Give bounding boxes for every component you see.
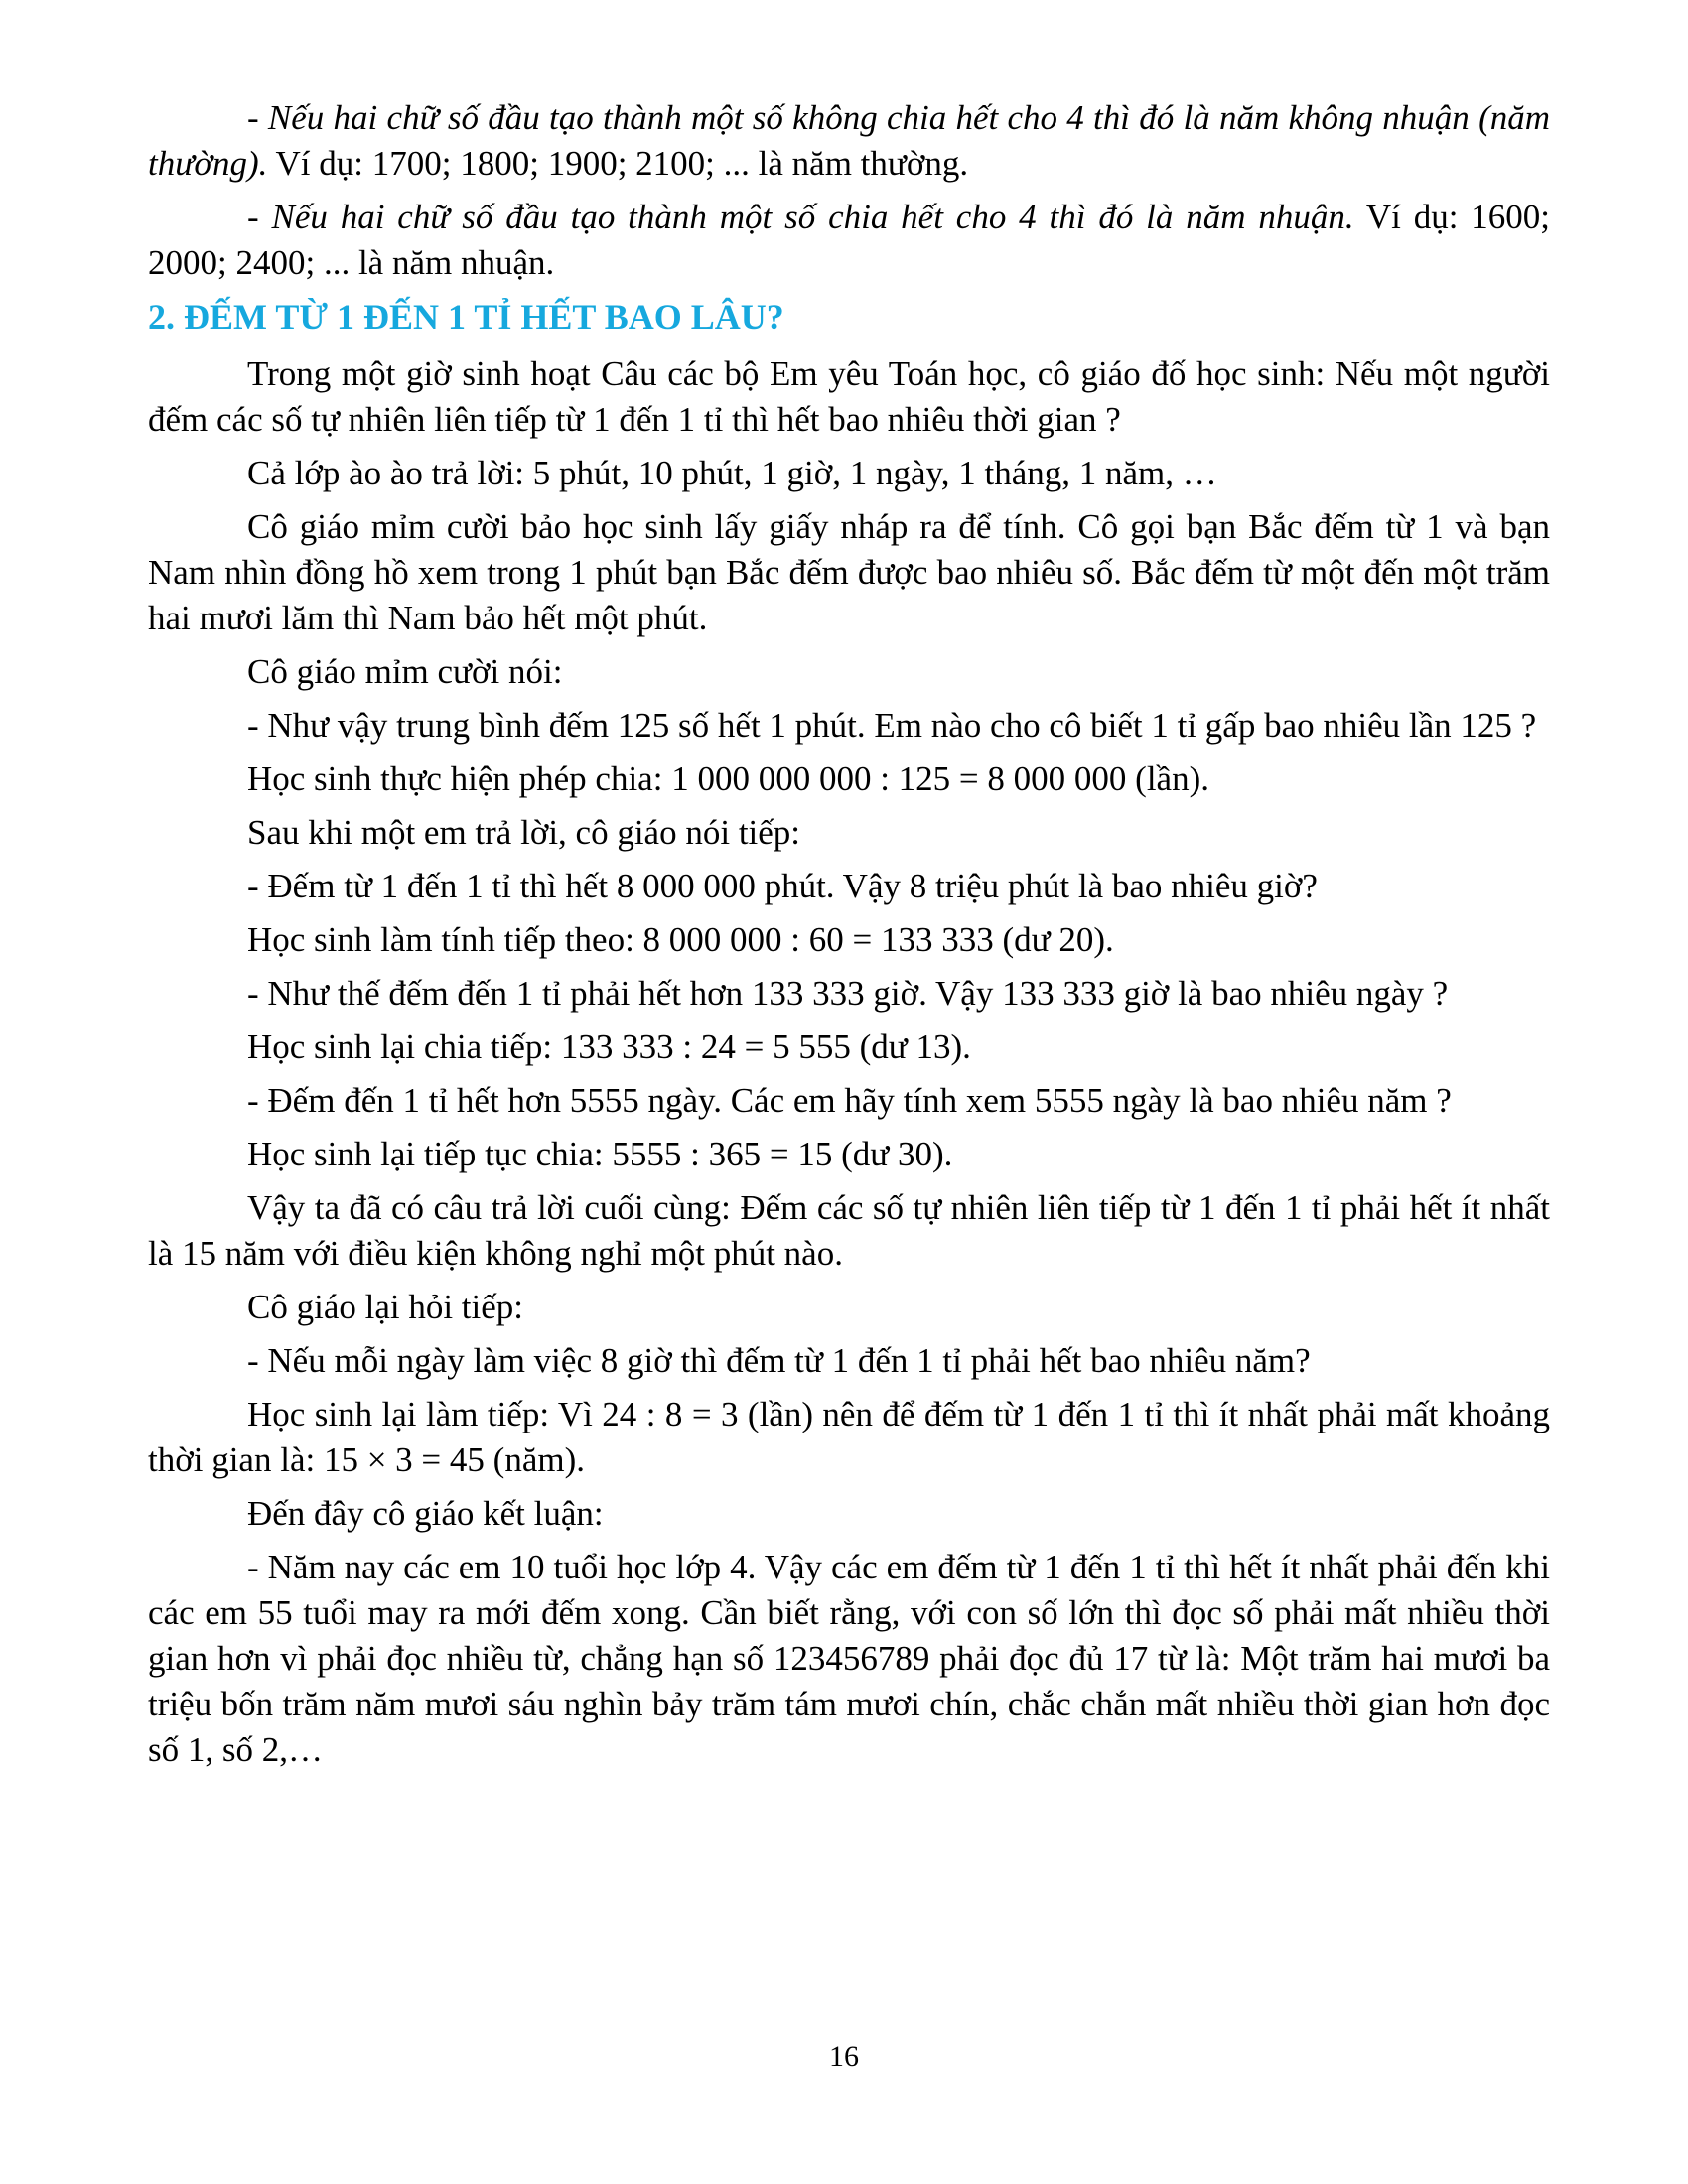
body-paragraph: Học sinh thực hiện phép chia: 1 000 000 000 : 125 = 8 000 000 (lần).	[247, 759, 1209, 798]
body-paragraph: Vậy ta đã có câu trả lời cuối cùng: Đếm các số tự nhiên liên tiếp từ 1 đến 1 tỉ phải hết ít nhất là 15 năm với điều kiện không nghỉ một phút nào.	[148, 1188, 1550, 1273]
intro-paragraph-2-italic: - Nếu hai chữ số đầu tạo thành một số chia hết cho 4 thì đó là năm nhuận.	[247, 198, 1354, 236]
body-paragraph: Cô giáo mỉm cười nói:	[247, 652, 563, 691]
intro-paragraph-2-text: Ví dụ: 1600; 2000; 2400; ... là năm nhuận.	[148, 198, 1550, 282]
body-paragraph: Sau khi một em trả lời, cô giáo nói tiếp:	[247, 813, 801, 852]
page-content	[148, 95, 1550, 1781]
body-paragraph: Đến đây cô giáo kết luận:	[247, 1494, 604, 1533]
intro-paragraph-1-text: Ví dụ: 1700; 1800; 1900; 2100; ... là năm thường.	[267, 144, 969, 183]
body-paragraph: Cả lớp ào ào trả lời: 5 phút, 10 phút, 1 giờ, 1 ngày, 1 tháng, 1 năm, …	[247, 454, 1217, 492]
body-paragraph: Học sinh làm tính tiếp theo: 8 000 000 : 60 = 133 333 (dư 20).	[247, 920, 1114, 959]
body-paragraph: Cô giáo lại hỏi tiếp:	[247, 1288, 524, 1326]
page-number: 16	[829, 2040, 859, 2073]
body-paragraph: Học sinh lại tiếp tục chia: 5555 : 365 = 15 (dư 30).	[247, 1135, 953, 1173]
body-paragraph: Cô giáo mỉm cười bảo học sinh lấy giấy nháp ra để tính. Cô gọi bạn Bắc đếm từ 1 và bạn Nam nhìn đồng hồ xem trong 1 phút bạn Bắc đếm được bao nhiêu số. Bắc đếm từ một đến một trăm hai mươi lăm thì Nam bảo hết một phút.	[148, 507, 1550, 637]
body-paragraph: - Như vậy trung bình đếm 125 số hết 1 phút. Em nào cho cô biết 1 tỉ gấp bao nhiêu lần 125 ?	[247, 706, 1537, 745]
body-paragraph: - Đếm đến 1 tỉ hết hơn 5555 ngày. Các em hãy tính xem 5555 ngày là bao nhiêu năm ?	[247, 1081, 1452, 1120]
body-paragraph: - Đếm từ 1 đến 1 tỉ thì hết 8 000 000 phút. Vậy 8 triệu phút là bao nhiêu giờ?	[247, 867, 1318, 905]
intro-paragraph-1-italic: - Nếu hai chữ số đầu tạo thành một số không chia hết cho 4 thì đó là năm không nhuận (năm thường).	[148, 98, 1550, 183]
intro-paragraph-1	[148, 95, 1550, 187]
body-paragraph: Trong một giờ sinh hoạt Câu các bộ Em yêu Toán học, cô giáo đố học sinh: Nếu một người đếm các số tự nhiên liên tiếp từ 1 đến 1 tỉ thì hết bao nhiêu thời gian ?	[148, 354, 1550, 439]
body-paragraph: - Như thế đếm đến 1 tỉ phải hết hơn 133 333 giờ. Vậy 133 333 giờ là bao nhiêu ngày ?	[247, 974, 1449, 1013]
body-paragraph: - Nếu mỗi ngày làm việc 8 giờ thì đếm từ 1 đến 1 tỉ phải hết bao nhiêu năm?	[247, 1341, 1311, 1380]
body-paragraph: - Năm nay các em 10 tuổi học lớp 4. Vậy các em đếm từ 1 đến 1 tỉ thì hết ít nhất phải đến khi các em 55 tuổi may ra mới đếm xong. Cần biết rằng, với con số lớn thì đọc số phải mất nhiều thời gian hơn vì phải đọc nhiều từ, chẳng hạn số 123456789 phải đọc đủ 17 từ là: Một trăm hai mươi ba triệu bốn trăm năm mươi sáu nghìn bảy trăm tám mươi chín, chắc chắn mất nhiều thời gian hơn đọc số 1, số 2,…	[148, 1548, 1550, 1769]
body-paragraph: Học sinh lại làm tiếp: Vì 24 : 8 = 3 (lần) nên để đếm từ 1 đến 1 tỉ thì ít nhất phải mất khoảng thời gian là: 15 × 3 = 45 (năm).	[148, 1395, 1550, 1479]
section-heading: 2. ĐẾM TỪ 1 ĐẾN 1 TỈ HẾT BAO LÂU?	[148, 297, 784, 337]
body-paragraph: Học sinh lại chia tiếp: 133 333 : 24 = 5 555 (dư 13).	[247, 1027, 971, 1066]
intro-paragraph-2	[148, 195, 1550, 286]
